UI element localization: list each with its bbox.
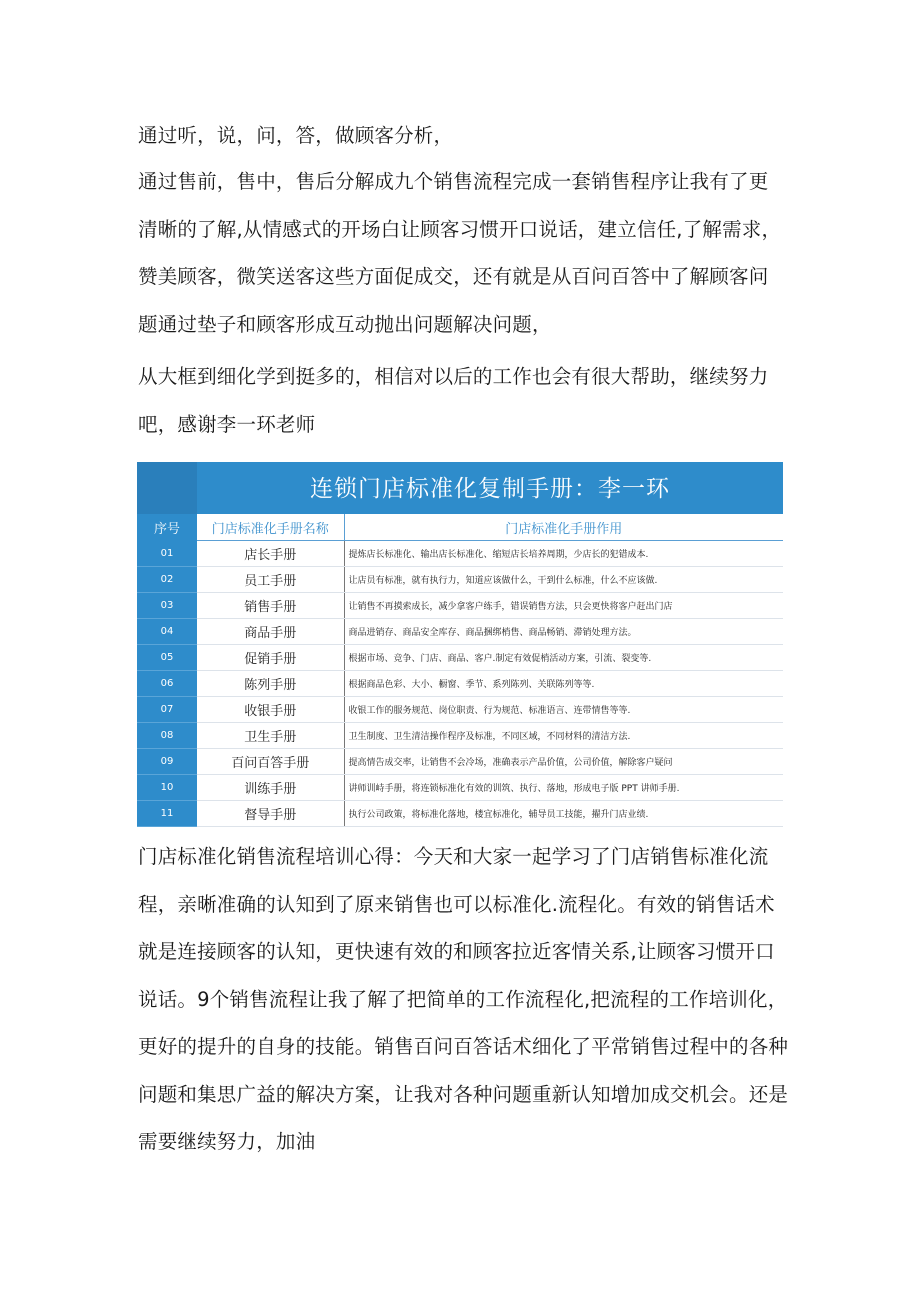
table-row	[137, 541, 783, 567]
paragraph-thanks: 从大框到细化学到挺多的，相信对以后的工作也会有很大帮助，继续努力吧，感谢李一环老师	[138, 365, 769, 436]
table-row	[137, 801, 783, 827]
row-manual-name: 卫生手册	[197, 723, 344, 749]
table-row	[137, 697, 783, 723]
row-manual-purpose: 让销售不再摸索成长，减少拿客户练手，错误销售方法，只会更快将客户赶出门店	[344, 593, 783, 619]
row-manual-name: 训练手册	[197, 775, 344, 801]
table-row	[137, 567, 783, 593]
table-row	[137, 593, 783, 619]
row-manual-name: 商品手册	[197, 619, 344, 645]
header-purpose: 门店标准化手册作用	[344, 514, 783, 541]
header-name: 门店标准化手册名称	[197, 514, 344, 541]
header-index: 序号	[137, 514, 197, 541]
paragraph-training-summary: 门店标准化销售流程培训心得：今天和大家一起学习了门店销售标准化流程，亲晰准确的认知到了原来销售也可以标准化.流程化。有效的销售话术就是连接顾客的认知，更快速有效的和顾客拉近客情关系,让顾客习惯开口说话。9个销售流程让我了解了把简单的工作流程化,把流程的工作培训化，更好的提升的自身的技能。销售百问百答话术细化了平常销售过程中的各种问题和集思广益的解决方案，让我对各种问题重新认知增加成交机会。还是需要继续努力，加油	[138, 845, 789, 1153]
row-manual-purpose: 讲师训峙手册，将连锁标准化有效的训筑、执行、落地，形成电子版 PPT 讲师手册.	[344, 775, 783, 801]
row-index: 10	[137, 775, 197, 801]
row-manual-name: 员工手册	[197, 567, 344, 593]
row-manual-purpose: 收银工作的服务规范、岗位职责、行为规范、标准语言、连带情售等等.	[344, 697, 783, 723]
row-manual-purpose: 商品进销存、商品安全库存、商品捆绑梢售、商品畅销、滞销处理方法。	[344, 619, 783, 645]
row-manual-name: 督导手册	[197, 801, 344, 827]
row-index: 05	[137, 645, 197, 671]
row-manual-name: 销售手册	[197, 593, 344, 619]
row-manual-purpose: 提高情告成交率，让销售不会冷场，准确表示产品价值，公司价值，解除客户疑问	[344, 749, 783, 775]
banner-left-block	[137, 462, 197, 514]
row-index: 04	[137, 619, 197, 645]
row-manual-name: 收银手册	[197, 697, 344, 723]
row-manual-name: 促销手册	[197, 645, 344, 671]
row-index: 08	[137, 723, 197, 749]
table-row	[137, 671, 783, 697]
row-manual-purpose: 根据商品色彩、大小、橱窗、季节、系列陈列、关联陈列等等.	[344, 671, 783, 697]
row-manual-name: 店长手册	[197, 541, 344, 567]
table-title: 连锁门店标准化复制手册：李一环	[310, 476, 670, 502]
paragraph-analysis: 通过听，说，问，答，做顾客分析，	[138, 124, 454, 147]
table-row	[137, 775, 783, 801]
table-banner	[137, 462, 783, 514]
table-row	[137, 749, 783, 775]
row-index: 11	[137, 801, 197, 827]
table-row	[137, 723, 783, 749]
table-row	[137, 619, 783, 645]
row-manual-purpose: 让店员有标准，就有执行力，知道应该做什么，干到什么标准，什么不应该做.	[344, 567, 783, 593]
row-index: 03	[137, 593, 197, 619]
row-manual-purpose: 提炼店长标准化、输出店长标准化、缩短店长培养周期，少店长的犯错成本.	[344, 541, 783, 567]
row-manual-purpose: 执行公司政策，将标准化落地，楼宜标准化，辅导员工技能，擢升门店业绩.	[344, 801, 783, 827]
row-manual-name: 百问百答手册	[197, 749, 344, 775]
manual-table	[137, 514, 783, 827]
row-index: 07	[137, 697, 197, 723]
row-index: 06	[137, 671, 197, 697]
table-row	[137, 645, 783, 671]
row-manual-name: 陈列手册	[197, 671, 344, 697]
row-manual-purpose: 卫生制度、卫生清洁操作程序及标准，不同区域，不同材料的清洁方法.	[344, 723, 783, 749]
row-index: 09	[137, 749, 197, 775]
paragraph-sales-process: 通过售前，售中，售后分解成九个销售流程完成一套销售程序让我有了更清晰的了解,从情感式的开场白让顾客习惯开口说话，建立信任,了解需求，赞美顾客，微笑送客这些方面促成交，还有就是从百问百答中了解顾客问题通过垫子和顾客形成互动抛出问题解决问题，	[138, 170, 782, 336]
row-manual-purpose: 根据市场、竞争、门店、商品、客户.制定有效促梢活动方案，引流、裂变等.	[344, 645, 783, 671]
table-header-row	[137, 514, 783, 541]
manual-table-card	[137, 462, 783, 827]
row-index: 01	[137, 541, 197, 567]
row-index: 02	[137, 567, 197, 593]
